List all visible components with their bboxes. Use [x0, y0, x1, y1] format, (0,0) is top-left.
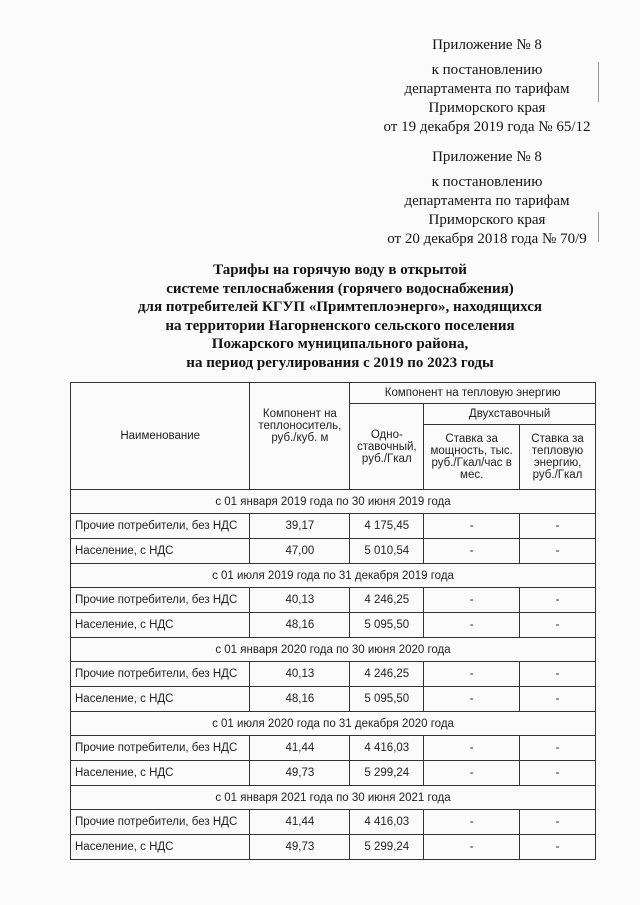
row-name: Население, с НДС [71, 835, 250, 860]
row-capacity: - [424, 835, 520, 860]
row-carrier: 48,16 [250, 613, 350, 638]
row-energy-rate: - [520, 514, 596, 539]
row-name: Прочие потребители, без НДС [71, 736, 250, 761]
title-line: Тарифы на горячую воду в открытой [213, 262, 467, 278]
header-energy-rate: Ставка за тепловую энергию, руб./Гкал [520, 425, 596, 490]
header-carrier: Компонент на теплоноситель, руб./куб. м [250, 383, 350, 490]
period-label: с 01 января 2019 года по 30 июня 2019 года [71, 490, 596, 514]
appendix-line: Приморского края [428, 100, 546, 116]
row-energy-rate: - [520, 687, 596, 712]
row-one-rate: 4 416,03 [350, 810, 424, 835]
row-carrier: 40,13 [250, 662, 350, 687]
scan-artifact-line [598, 62, 599, 102]
row-one-rate: 4 175,45 [350, 514, 424, 539]
table-row [71, 662, 596, 687]
title-line: на период регулирования с 2019 по 2023 годы [186, 354, 494, 371]
table-row [71, 810, 596, 835]
row-energy-rate: - [520, 736, 596, 761]
row-energy-rate: - [520, 588, 596, 613]
header-name: Наименование [71, 383, 250, 490]
row-one-rate: 5 299,24 [350, 761, 424, 786]
table-row [71, 687, 596, 712]
appendix-line: к постановлению [431, 174, 543, 190]
appendix-title: Приложение № 8 [432, 37, 542, 53]
row-name: Население, с НДС [71, 687, 250, 712]
appendix-line: департамента по тарифам [404, 81, 570, 97]
row-energy-rate: - [520, 613, 596, 638]
period-label: с 01 января 2021 года по 30 июня 2021 года [71, 786, 596, 810]
table-row [71, 588, 596, 613]
row-one-rate: 5 095,50 [350, 613, 424, 638]
title-line: для потребителей КГУП «Примтеплоэнерго», находящихся [137, 299, 543, 315]
row-carrier: 40,13 [250, 588, 350, 613]
row-carrier: 41,44 [250, 810, 350, 835]
title-line: системе теплоснабжения (горячего водоснабжения) [166, 280, 514, 297]
appendix-line: департамента по тарифам [404, 193, 570, 209]
row-name: Прочие потребители, без НДС [71, 662, 250, 687]
row-carrier: 49,73 [250, 761, 350, 786]
header-one-rate: Одно-ставочный, руб./Гкал [350, 404, 424, 490]
row-one-rate: 5 299,24 [350, 835, 424, 860]
row-one-rate: 4 246,25 [350, 588, 424, 613]
row-name: Прочие потребители, без НДС [71, 588, 250, 613]
row-energy-rate: - [520, 539, 596, 564]
row-one-rate: 4 416,03 [350, 736, 424, 761]
appendix-line: к постановлению [431, 62, 543, 78]
scan-artifact-line [598, 212, 599, 242]
appendix-previous [372, 148, 602, 249]
header-capacity: Ставка за мощность, тыс. руб./Гкал/час в мес. [424, 425, 520, 490]
appendix-line: Приморского края [428, 212, 546, 228]
row-carrier: 39,17 [250, 514, 350, 539]
tariff-table [70, 382, 596, 860]
table-row [71, 736, 596, 761]
row-name: Прочие потребители, без НДС [71, 810, 250, 835]
row-energy-rate: - [520, 810, 596, 835]
row-name: Прочие потребители, без НДС [71, 514, 250, 539]
title-line: Пожарского муниципального района, [211, 336, 469, 352]
row-energy-rate: - [520, 835, 596, 860]
row-carrier: 48,16 [250, 687, 350, 712]
row-one-rate: 5 095,50 [350, 687, 424, 712]
row-carrier: 49,73 [250, 835, 350, 860]
header-energy: Компонент на тепловую энергию [350, 383, 596, 404]
document-title [40, 261, 640, 372]
period-label: с 01 января 2020 года по 30 июня 2020 года [71, 638, 596, 662]
row-capacity: - [424, 687, 520, 712]
row-energy-rate: - [520, 662, 596, 687]
row-carrier: 47,00 [250, 539, 350, 564]
table-row [71, 539, 596, 564]
row-capacity: - [424, 539, 520, 564]
header-two-rate: Двухставочный [424, 404, 596, 425]
period-label: с 01 июля 2019 года по 31 декабря 2019 года [71, 564, 596, 588]
row-capacity: - [424, 761, 520, 786]
row-one-rate: 4 246,25 [350, 662, 424, 687]
row-name: Население, с НДС [71, 613, 250, 638]
row-capacity: - [424, 810, 520, 835]
row-name: Население, с НДС [71, 761, 250, 786]
appendix-title: Приложение № 8 [432, 149, 542, 165]
row-capacity: - [424, 736, 520, 761]
appendix-current [372, 36, 602, 137]
row-capacity: - [424, 613, 520, 638]
table-row [71, 835, 596, 860]
row-capacity: - [424, 662, 520, 687]
appendix-line: от 19 декабря 2019 года № 65/12 [383, 119, 591, 135]
table-row [71, 613, 596, 638]
row-energy-rate: - [520, 761, 596, 786]
table-row [71, 761, 596, 786]
title-line: на территории Нагорненского сельского поселения [165, 317, 515, 334]
appendix-line: от 20 декабря 2018 года № 70/9 [387, 231, 587, 247]
row-name: Население, с НДС [71, 539, 250, 564]
row-one-rate: 5 010,54 [350, 539, 424, 564]
row-carrier: 41,44 [250, 736, 350, 761]
period-label: с 01 июля 2020 года по 31 декабря 2020 года [71, 712, 596, 736]
row-capacity: - [424, 514, 520, 539]
row-capacity: - [424, 588, 520, 613]
table-row [71, 514, 596, 539]
